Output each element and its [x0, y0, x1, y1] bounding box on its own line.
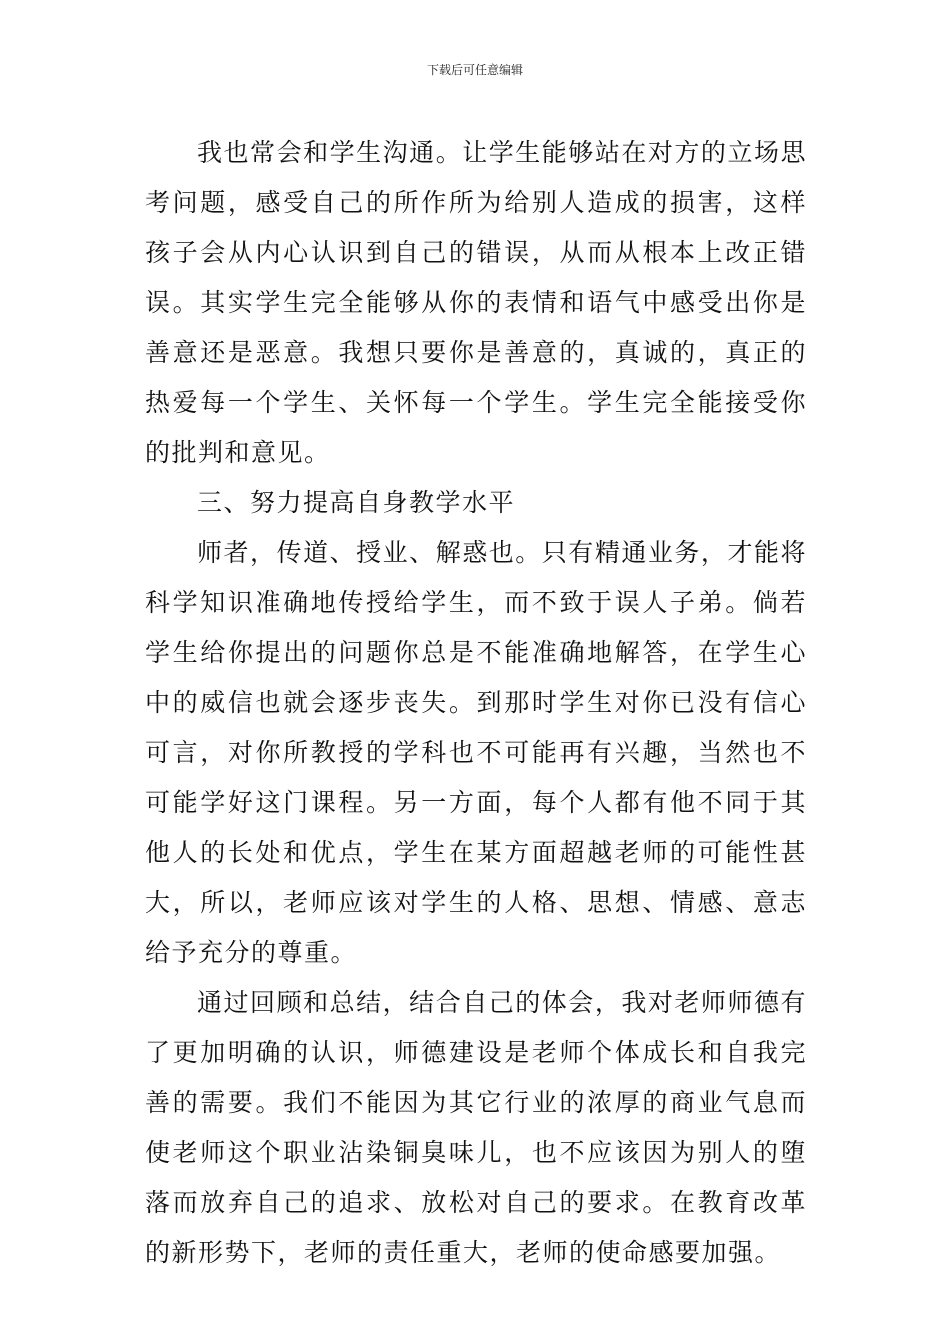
paragraph-teacher-role: 师者，传道、授业、解惑也。只有精通业务，才能将科学知识准确地传授给学生，而不致于误人子弟。倘若学生给你提出的问题你总是不能准确地解答，在学生心中的威信也就会逐步丧失。到那时学生对你已没有信心可言，对你所教授的学科也不可能再有兴趣，当然也不可能学好这门课程。另一方面，每个人都有他不同于其他人的长处和优点，学生在某方面超越老师的可能性甚大，所以，老师应该对学生的人格、思想、情感、意志给予充分的尊重。 — [145, 538, 807, 967]
page-header: 下载后可任意编辑 — [426, 63, 523, 77]
paragraph-communication: 我也常会和学生沟通。让学生能够站在对方的立场思考问题，感受自己的所作所为给别人造成的损害，这样孩子会从内心认识到自己的错误，从而从根本上改正错误。其实学生完全能够从你的表情和语气中感受出你是善意还是恶意。我想只要你是善意的，真诚的，真正的热爱每一个学生、关怀每一个学生。学生完全能接受你的批判和意见。 — [145, 138, 807, 467]
paragraph-conclusion: 通过回顾和总结，结合自己的体会，我对老师师德有了更加明确的认识，师德建设是老师个体成长和自我完善的需要。我们不能因为其它行业的浓厚的商业气息而使老师这个职业沾染铜臭味儿，也不应该因为别人的堕落而放弃自己的追求、放松对自己的要求。在教育改革的新形势下，老师的责任重大，老师的使命感要加强。 — [145, 988, 807, 1267]
section-heading-teaching-level: 三、努力提高自身教学水平 — [197, 488, 516, 517]
document-body — [145, 128, 807, 1278]
